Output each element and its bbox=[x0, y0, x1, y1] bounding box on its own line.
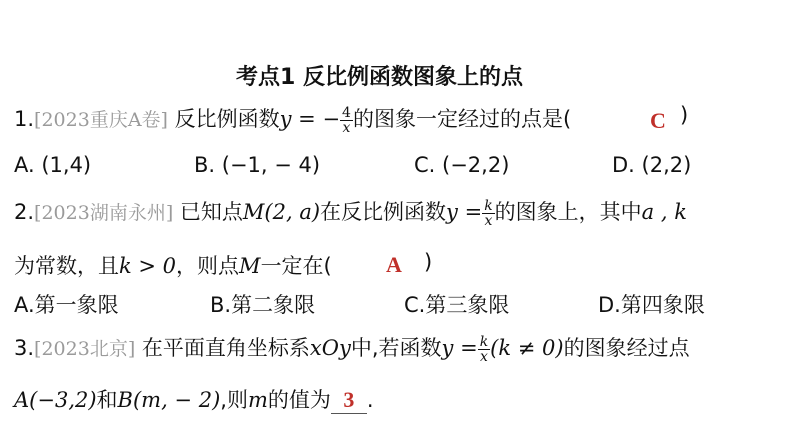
stem-text: ，则点 bbox=[176, 254, 240, 278]
stem-text: 的值为 bbox=[267, 388, 331, 412]
variables: a , k bbox=[641, 200, 687, 224]
stem-text: 为常数，且 bbox=[14, 254, 119, 278]
option-d: D.第四象限 bbox=[598, 293, 705, 317]
option-d: D. (2,2) bbox=[612, 153, 692, 177]
question-2-stem bbox=[14, 196, 687, 228]
stem-text: 中,若函数 bbox=[350, 336, 442, 360]
stem-text: 反比例函数 bbox=[174, 107, 280, 131]
question-number: 1. bbox=[14, 107, 35, 131]
fraction bbox=[478, 335, 490, 364]
stem-text: 一定在( bbox=[260, 254, 332, 278]
fraction-denominator: x bbox=[479, 348, 488, 365]
fraction bbox=[482, 199, 494, 228]
option-b: B. (−1, − 4) bbox=[194, 153, 321, 177]
option-c: C. (−2,2) bbox=[414, 153, 510, 177]
period: . bbox=[366, 388, 374, 412]
formula-lhs: y = bbox=[446, 200, 483, 224]
answer-3: 3 bbox=[331, 387, 367, 414]
fraction-denominator: x bbox=[484, 212, 493, 229]
fraction-numerator: k bbox=[484, 197, 493, 214]
point-m: M(2, a) bbox=[242, 200, 321, 224]
stem-text: ,则 bbox=[220, 388, 248, 412]
condition: (k ≠ 0) bbox=[490, 336, 564, 360]
question-source: [2023重庆A卷] bbox=[34, 109, 168, 131]
option-a: A. (1,4) bbox=[14, 153, 92, 177]
point-b: B(m, − 2) bbox=[117, 388, 221, 412]
fraction bbox=[340, 106, 353, 135]
stem-text: 在反比例函数 bbox=[320, 200, 447, 224]
option-a: A.第一象限 bbox=[14, 293, 119, 317]
stem-text: 在平面直角坐标系 bbox=[141, 336, 310, 360]
question-3-line2 bbox=[14, 384, 374, 414]
question-2-line2 bbox=[14, 250, 332, 280]
stem-text: 的图象一定经过的点是( bbox=[352, 107, 572, 131]
stem-text: 的图象上，其中 bbox=[494, 200, 642, 224]
question-source: [2023北京] bbox=[34, 338, 136, 360]
point-m-label: M bbox=[239, 254, 261, 278]
answer-2: A bbox=[386, 252, 402, 277]
coordinate-system: xOy bbox=[309, 336, 351, 360]
close-paren: ) bbox=[680, 103, 689, 127]
question-number: 2. bbox=[14, 200, 35, 224]
question-3-stem bbox=[14, 332, 690, 364]
question-number: 3. bbox=[14, 336, 35, 360]
point-a: A(−3,2) bbox=[14, 388, 97, 412]
formula-lhs: y = bbox=[441, 336, 478, 360]
option-c: C.第三象限 bbox=[404, 293, 510, 317]
option-b: B.第二象限 bbox=[210, 293, 316, 317]
close-paren: ) bbox=[424, 250, 433, 274]
stem-text: 已知点 bbox=[179, 200, 243, 224]
fraction-denominator: x bbox=[342, 119, 351, 136]
stem-text: 和 bbox=[96, 388, 118, 412]
condition: k > 0 bbox=[119, 254, 177, 278]
stem-text: 的图象经过点 bbox=[563, 336, 690, 360]
question-source: [2023湖南永州] bbox=[34, 202, 174, 224]
section-title: 考点1 反比例函数图象上的点 bbox=[236, 65, 523, 90]
formula-lhs: y = − bbox=[279, 107, 341, 131]
variable-m: m bbox=[247, 388, 268, 412]
fraction-numerator: 4 bbox=[342, 104, 351, 121]
answer-1: C bbox=[650, 108, 666, 133]
fraction-numerator: k bbox=[479, 333, 489, 350]
question-1-stem bbox=[14, 103, 571, 135]
